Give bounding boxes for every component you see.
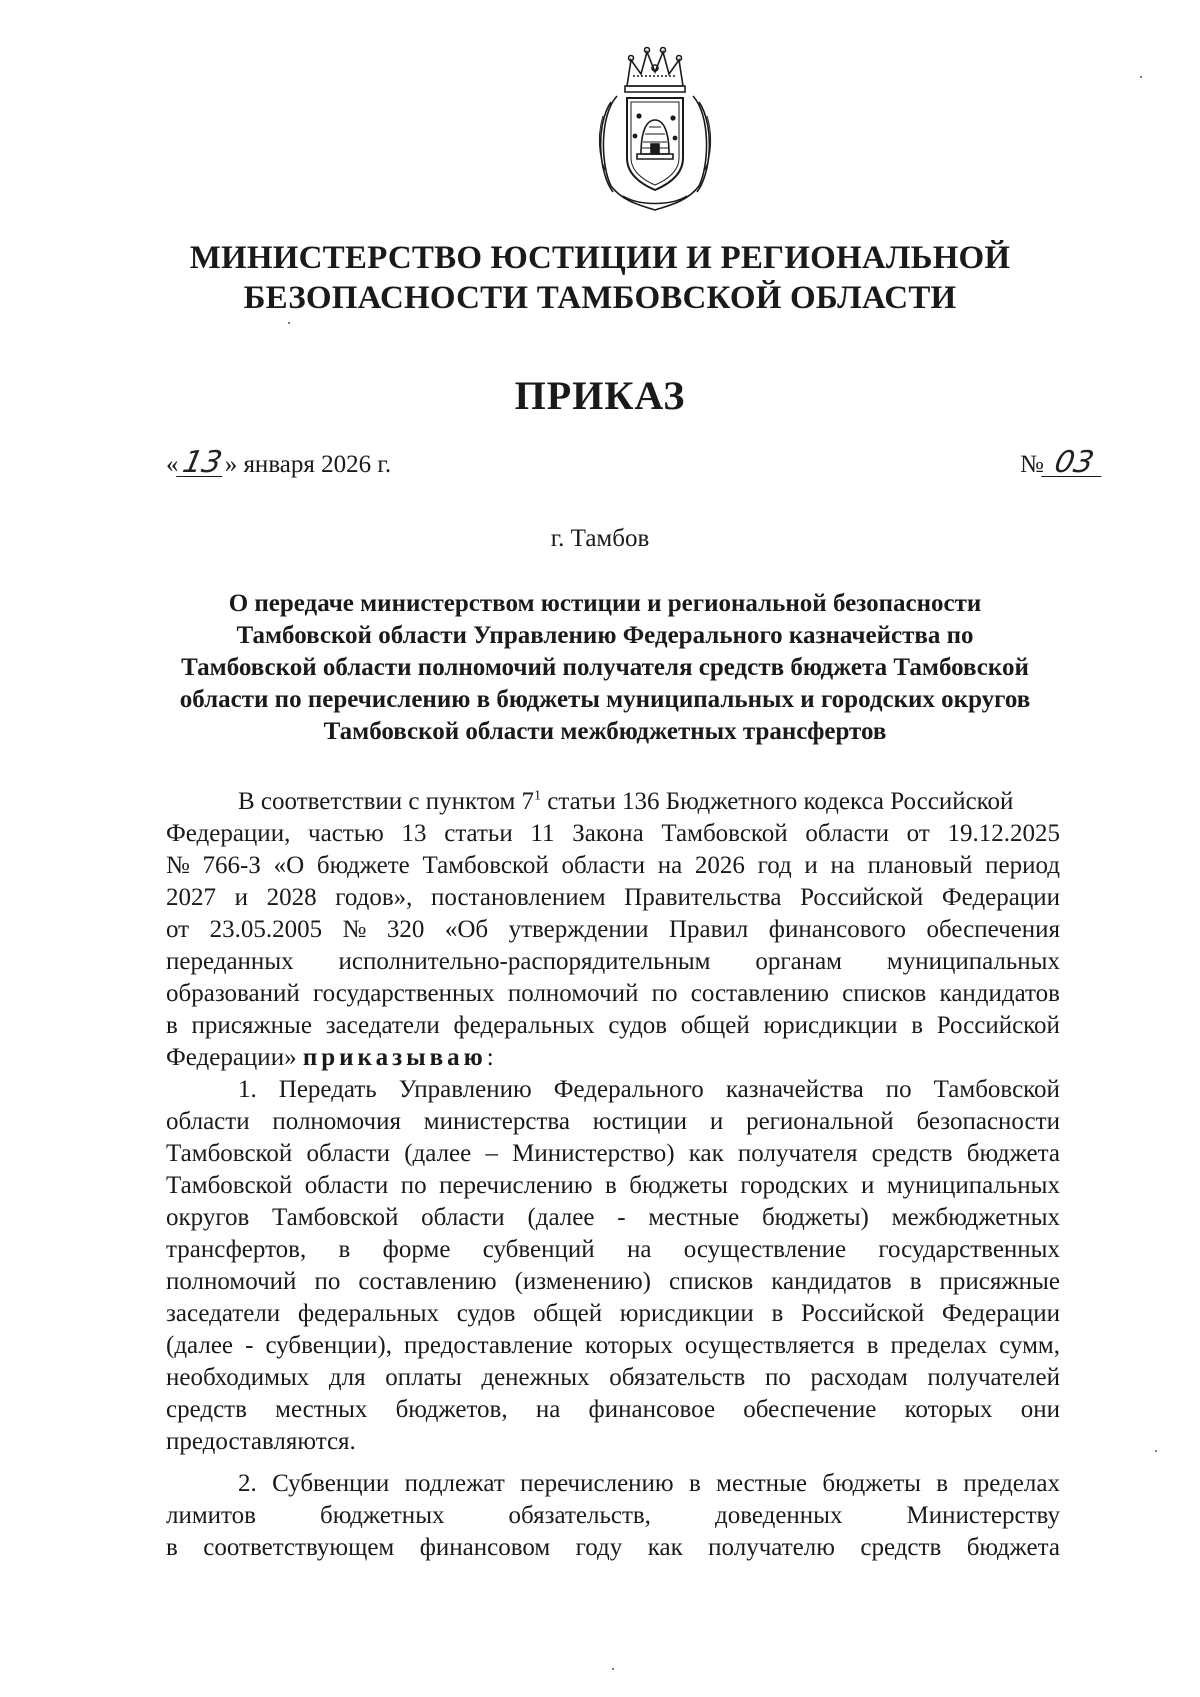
- word: юстиции: [592, 1108, 688, 1135]
- word: округов: [166, 1204, 250, 1231]
- word: 2026: [694, 852, 745, 879]
- word: судов: [608, 1012, 668, 1039]
- word: государственных: [878, 1236, 1060, 1263]
- word: 2.: [238, 1470, 257, 1497]
- item-2-line: [166, 1500, 1060, 1532]
- word: финансового: [768, 916, 907, 943]
- word: №: [342, 916, 367, 943]
- word: и: [234, 884, 248, 911]
- word: юрисдикции: [763, 1012, 898, 1039]
- word: по: [651, 980, 678, 1007]
- handwritten-number: 03: [1041, 450, 1107, 477]
- word: обязательств,: [508, 1502, 651, 1529]
- word: предоставление: [404, 1332, 573, 1359]
- word: по: [314, 1268, 341, 1295]
- word: заседатели: [166, 1300, 281, 1327]
- item-2-line: [166, 1468, 1060, 1500]
- word: 13: [401, 820, 427, 847]
- word: (далее: [404, 1140, 472, 1167]
- word: Тамбовской: [933, 1076, 1060, 1103]
- word: в: [166, 1534, 178, 1561]
- word: сумм,: [999, 1332, 1060, 1359]
- word: -: [617, 1204, 626, 1231]
- word: Управлению: [398, 1076, 532, 1103]
- word: Федерации: [941, 884, 1060, 911]
- title-line: области по перечислению в бюджеты муниципальных и городских округов: [179, 686, 1031, 713]
- word: доведенных: [714, 1502, 843, 1529]
- word: на: [657, 852, 683, 879]
- word: как: [688, 1140, 724, 1167]
- word: Министерству: [906, 1502, 1060, 1529]
- word: Тамбовской: [166, 1172, 293, 1199]
- word: (далее: [527, 1204, 595, 1231]
- item-1-line: [166, 1266, 1060, 1298]
- word: для: [328, 1364, 366, 1391]
- item-1-line: [166, 1394, 1060, 1426]
- word: государственных: [313, 980, 495, 1007]
- preamble-line: [166, 946, 1060, 978]
- word: денежных: [481, 1364, 590, 1391]
- title-line: Тамбовской области полномочий получателя средств бюджета Тамбовской: [181, 654, 1029, 681]
- word: Федерации,: [166, 820, 291, 847]
- word: в: [909, 1268, 922, 1295]
- word: в: [936, 1470, 949, 1497]
- word: казначейства: [725, 1076, 864, 1103]
- word: они: [1020, 1396, 1060, 1423]
- item-1-line: [166, 1298, 1060, 1330]
- word: Федерации: [941, 1300, 1060, 1327]
- date-open-quote: «: [166, 451, 179, 478]
- word: перечислению: [439, 1172, 593, 1199]
- word: получателей: [927, 1364, 1060, 1391]
- word: период: [985, 852, 1060, 879]
- word: Передать: [278, 1076, 377, 1103]
- word: юрисдикции: [619, 1300, 754, 1327]
- order-body: [166, 786, 1060, 1564]
- preamble-line: [166, 1010, 1060, 1042]
- word: финансовое: [588, 1396, 716, 1423]
- word: форме: [382, 1236, 451, 1263]
- word: области: [306, 1140, 391, 1167]
- word: бюджета: [966, 1140, 1060, 1167]
- word: Российской: [801, 1300, 925, 1327]
- preamble-line: [166, 850, 1060, 882]
- word: местных: [275, 1396, 368, 1423]
- word: по: [885, 1076, 912, 1103]
- word: пределах: [890, 1332, 988, 1359]
- word: 2027: [166, 884, 216, 911]
- word: заседатели: [325, 1012, 440, 1039]
- word: бюджеты: [822, 1470, 921, 1497]
- word: полномочий: [166, 1268, 297, 1295]
- word: и: [804, 852, 818, 879]
- word: постановлением: [431, 884, 606, 911]
- word: как: [647, 1534, 683, 1561]
- word: в: [866, 1332, 879, 1359]
- word: присяжные: [939, 1268, 1060, 1295]
- word: годов»,: [335, 884, 413, 911]
- word: (далее: [166, 1332, 234, 1359]
- date-month-year: » января 2026 г.: [224, 451, 392, 478]
- word: области: [805, 820, 889, 847]
- word: Тамбовской: [661, 820, 788, 847]
- word: в: [166, 1012, 178, 1039]
- title-line: Тамбовской области межбюджетных трансфертов: [323, 718, 887, 745]
- word: оплаты: [385, 1364, 462, 1391]
- word: 11: [530, 820, 555, 847]
- word: бюджетных: [320, 1502, 445, 1529]
- word: пределах: [963, 1470, 1060, 1497]
- word: местные: [716, 1470, 807, 1497]
- word: муниципальных: [886, 1172, 1060, 1199]
- number-label: №: [1020, 451, 1044, 478]
- word: получателя: [737, 1140, 858, 1167]
- word: в: [688, 1470, 701, 1497]
- word: от: [166, 916, 190, 943]
- word: 2028: [266, 884, 317, 911]
- word: бюджеты): [761, 1204, 869, 1231]
- word: Правил: [668, 916, 749, 943]
- title-line: Тамбовской области Управлению Федерального казначейства по: [236, 622, 974, 649]
- word: средств: [166, 1396, 247, 1423]
- word: местные: [648, 1204, 740, 1231]
- word: год: [757, 852, 792, 879]
- word: федеральных: [297, 1300, 440, 1327]
- word: общей: [680, 1012, 750, 1039]
- word: «О: [273, 852, 305, 879]
- order-number: [1020, 445, 1104, 480]
- word: безопасности: [916, 1108, 1060, 1135]
- word: в: [911, 1012, 924, 1039]
- word: бюджета: [966, 1534, 1060, 1561]
- word: образований: [166, 980, 300, 1007]
- word: 1.: [238, 1076, 257, 1103]
- item-1-line: [166, 1170, 1060, 1202]
- word: статьи: [444, 820, 513, 847]
- word: Тамбовской: [166, 1140, 293, 1167]
- item-1-line: предоставляются.: [166, 1428, 356, 1455]
- coat-of-arms-emblem: [593, 46, 717, 212]
- word: на: [830, 852, 855, 879]
- item-1-line: [166, 1106, 1060, 1138]
- word: субвенций: [482, 1236, 595, 1263]
- word: исполнительно-распорядительным: [338, 948, 711, 975]
- word: по: [400, 1172, 427, 1199]
- word: бюджетов,: [395, 1396, 508, 1423]
- word: и: [709, 1108, 724, 1135]
- word: от: [906, 820, 930, 847]
- word: обеспечение: [743, 1396, 877, 1423]
- word: присяжные: [191, 1012, 312, 1039]
- word: финансовом: [419, 1534, 551, 1561]
- word: лимитов: [166, 1502, 256, 1529]
- word: по: [764, 1364, 791, 1391]
- word: кандидатов: [939, 980, 1060, 1007]
- item-1-line: [166, 1330, 1060, 1362]
- word: Правительства: [624, 884, 782, 911]
- word: утверждении: [508, 916, 649, 943]
- item-1-line: [166, 1074, 1060, 1106]
- word: осуществление: [683, 1236, 847, 1263]
- order-date: [166, 445, 392, 480]
- title-line: О передаче министерством юстиции и региональной безопасности: [228, 590, 982, 617]
- word: общей: [533, 1300, 603, 1327]
- word: (изменению): [514, 1268, 651, 1295]
- word: осуществляется: [684, 1332, 855, 1359]
- word: и: [861, 1172, 875, 1199]
- preamble-line: [166, 914, 1060, 946]
- preamble-line: [166, 818, 1060, 850]
- word: Субвенции: [272, 1470, 390, 1497]
- word: бюджете: [316, 852, 410, 879]
- word: полномочий: [507, 980, 639, 1007]
- item-2-line: [166, 1532, 1060, 1564]
- word: Российской: [936, 1012, 1060, 1039]
- word: в: [605, 1172, 617, 1199]
- word: средств: [871, 1140, 953, 1167]
- word: Российской: [800, 884, 924, 911]
- item-1-line: [166, 1138, 1060, 1170]
- word: Тамбовской: [272, 1204, 399, 1231]
- word: на: [626, 1236, 652, 1263]
- word: получателю: [708, 1534, 835, 1561]
- word: 23.05.2005: [209, 916, 323, 943]
- ministry-name: [160, 238, 1040, 318]
- word: бюджеты: [629, 1172, 728, 1199]
- word: соответствующем: [203, 1534, 395, 1561]
- word: 320: [386, 916, 425, 943]
- word: №: [166, 852, 190, 879]
- ministry-name-line-1: МИНИСТЕРСТВО ЮСТИЦИИ И РЕГИОНАЛЬНОЙ: [189, 240, 1011, 276]
- superscript: 1: [534, 788, 542, 804]
- word: области: [561, 852, 646, 879]
- word: судов: [456, 1300, 516, 1327]
- word: полномочия: [272, 1108, 401, 1135]
- preamble-line: В соответствии с пунктом $7^1$ статьи 136 Бюджетного кодекса Российской: [238, 788, 1014, 815]
- word: частью: [308, 820, 384, 847]
- word: переданных: [166, 948, 294, 975]
- word: «Об: [444, 916, 489, 943]
- word: субвенции),: [265, 1332, 392, 1359]
- command-word: приказываю: [302, 1044, 487, 1071]
- word: региональной: [746, 1108, 894, 1135]
- word: области: [304, 1172, 389, 1199]
- preamble-line: [166, 978, 1060, 1010]
- word: области: [421, 1204, 505, 1231]
- handwritten-day: 13: [176, 450, 228, 477]
- word: плановый: [867, 852, 973, 879]
- word: обеспечения: [926, 916, 1060, 943]
- word: области: [166, 1108, 250, 1135]
- order-title: [160, 588, 1050, 748]
- word: Закона: [572, 820, 644, 847]
- word: подлежат: [404, 1470, 505, 1497]
- city-line: г. Тамбов: [550, 525, 650, 552]
- word: федеральных: [453, 1012, 595, 1039]
- word: Тамбовской: [422, 852, 549, 879]
- preamble-line: [166, 882, 1060, 914]
- word: Министерство): [512, 1140, 675, 1167]
- word: в: [338, 1236, 351, 1263]
- word: муниципальных: [886, 948, 1060, 975]
- word: которых: [584, 1332, 673, 1359]
- word: 766-З: [202, 852, 261, 879]
- word: средств: [860, 1534, 942, 1561]
- word: составлению: [690, 980, 829, 1007]
- item-1-line: [166, 1234, 1060, 1266]
- word: -: [245, 1332, 254, 1359]
- word: списков: [669, 1268, 754, 1295]
- word: которых: [904, 1396, 993, 1423]
- word: кандидатов: [771, 1268, 892, 1295]
- word: трансфертов,: [166, 1236, 307, 1263]
- word: Федерального: [553, 1076, 704, 1103]
- word: составлению: [358, 1268, 497, 1295]
- word: необходимых: [166, 1364, 310, 1391]
- word: расходам: [810, 1364, 908, 1391]
- word: городских: [740, 1172, 849, 1199]
- item-1-line: [166, 1362, 1060, 1394]
- word: –: [485, 1140, 498, 1167]
- word: списков: [842, 980, 927, 1007]
- document-type-heading: ПРИКАЗ: [514, 373, 686, 418]
- word: министерства: [423, 1108, 570, 1135]
- word: на: [535, 1396, 561, 1423]
- word: 19.12.2025: [947, 820, 1060, 847]
- preamble-line: Федерации» приказываю:: [166, 1044, 494, 1071]
- word: году: [575, 1534, 623, 1561]
- ministry-name-line-2: БЕЗОПАСНОСТИ ТАМБОВСКОЙ ОБЛАСТИ: [243, 280, 957, 316]
- word: органам: [755, 948, 842, 975]
- word: в: [771, 1300, 784, 1327]
- item-1-line: [166, 1202, 1060, 1234]
- word: обязательств: [609, 1364, 746, 1391]
- word: межбюджетных: [891, 1204, 1060, 1231]
- word: перечислению: [520, 1470, 674, 1497]
